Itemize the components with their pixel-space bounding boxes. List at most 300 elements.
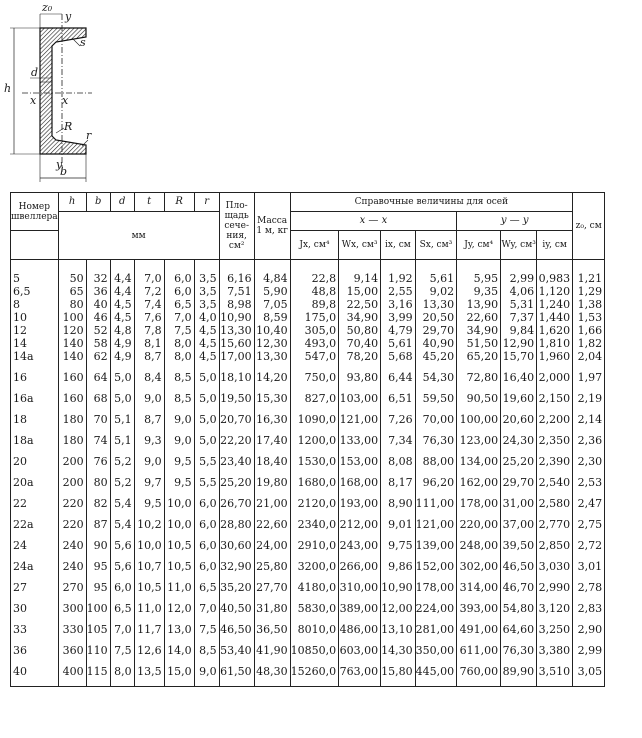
label-r: r (86, 129, 92, 142)
table-cell: 3,05 (573, 665, 605, 687)
table-cell: 7,4 (134, 298, 164, 311)
cell-number: 16 (11, 371, 59, 392)
cell-number: 14a (11, 350, 59, 371)
table-cell: 270 (58, 581, 86, 602)
table-cell: 10,0 (164, 518, 194, 539)
table-cell: 89,8 (290, 298, 339, 311)
table-cell: 46 (86, 311, 110, 324)
label-d: d (31, 66, 39, 79)
table-cell: 64,60 (501, 623, 537, 644)
table-cell: 16,40 (501, 371, 537, 392)
table-cell: 8,7 (134, 350, 164, 371)
table-cell: 82 (86, 497, 110, 518)
table-cell: 16,30 (254, 413, 290, 434)
table-cell: 8,0 (164, 337, 194, 350)
table-cell: 111,00 (415, 497, 457, 518)
table-cell: 65 (58, 285, 86, 298)
table-cell: 400 (58, 665, 86, 687)
table-cell: 180 (58, 413, 86, 434)
table-cell: 2,150 (537, 392, 573, 413)
table-cell: 15,0 (164, 665, 194, 687)
cell-number: 8 (11, 298, 59, 311)
table-cell: 5,6 (110, 539, 134, 560)
table-cell: 5,0 (194, 413, 219, 434)
label-h: h (4, 82, 12, 95)
channel-section-diagram (0, 0, 120, 186)
table-cell: 5,1 (110, 434, 134, 455)
table-cell: 8,5 (164, 392, 194, 413)
table-cell: 1,29 (573, 285, 605, 298)
table-cell: 4,4 (110, 272, 134, 285)
table-cell: 103,00 (339, 392, 381, 413)
label-z0: z₀ (42, 1, 53, 14)
table-cell: 15,80 (381, 665, 416, 687)
table-cell: 80 (86, 476, 110, 497)
table-cell: 70 (86, 413, 110, 434)
table-cell: 32 (86, 272, 110, 285)
cell-number: 18 (11, 413, 59, 434)
table-cell: 13,30 (254, 350, 290, 371)
table-cell: 13,5 (134, 665, 164, 687)
table-cell: 7,0 (194, 602, 219, 623)
header-area: Пло-щадь сече-ния, см² (219, 193, 254, 260)
table-cell: 200 (58, 455, 86, 476)
label-b: b (60, 165, 68, 178)
spacer-cell (86, 260, 110, 273)
table-cell: 12,00 (381, 602, 416, 623)
table-cell: 121,00 (415, 518, 457, 539)
table-cell: 21,00 (254, 497, 290, 518)
table-cell: 46,50 (501, 560, 537, 581)
table-cell: 310,00 (339, 581, 381, 602)
table-cell: 70,40 (339, 337, 381, 350)
table-cell: 4,4 (110, 285, 134, 298)
table-cell: 20,60 (501, 413, 537, 434)
table-cell: 22,50 (339, 298, 381, 311)
table-row (11, 298, 605, 311)
spacer-cell (381, 260, 416, 273)
table-cell: 13,30 (415, 298, 457, 311)
table-cell: 305,0 (290, 324, 339, 337)
table-cell: 14,30 (381, 644, 416, 665)
table-cell: 8,08 (381, 455, 416, 476)
table-cell: 300 (58, 602, 86, 623)
table-cell: 90 (86, 539, 110, 560)
cell-number: 6,5 (11, 285, 59, 298)
table-cell: 50 (58, 272, 86, 285)
table-cell: 7,37 (501, 311, 537, 324)
table-cell: 17,00 (219, 350, 254, 371)
table-cell: 140 (58, 337, 86, 350)
table-cell: 6,0 (194, 560, 219, 581)
table-cell: 6,5 (194, 581, 219, 602)
table-row (11, 324, 605, 337)
table-cell: 8,1 (134, 337, 164, 350)
table-cell: 7,51 (219, 285, 254, 298)
table-cell: 6,0 (164, 272, 194, 285)
table-cell: 281,00 (415, 623, 457, 644)
table-cell: 9,0 (134, 392, 164, 413)
table-cell: 8,0 (164, 350, 194, 371)
table-cell: 330 (58, 623, 86, 644)
table-cell: 2,53 (573, 476, 605, 497)
table-cell: 1,38 (573, 298, 605, 311)
table-cell: 9,5 (164, 476, 194, 497)
header-r: r (194, 193, 219, 212)
table-cell: 24,30 (501, 434, 537, 455)
table-cell: 9,0 (194, 665, 219, 687)
table-cell: 74 (86, 434, 110, 455)
table-cell: 110 (86, 644, 110, 665)
header-d: d (110, 193, 134, 212)
table-cell: 59,50 (415, 392, 457, 413)
table-cell: 22,8 (290, 272, 339, 285)
table-cell: 7,26 (381, 413, 416, 434)
table-cell: 22,60 (254, 518, 290, 539)
table-cell: 1,92 (381, 272, 416, 285)
table-cell: 6,0 (194, 539, 219, 560)
table-cell: 547,0 (290, 350, 339, 371)
spacer-cell (194, 260, 219, 273)
table-cell: 45,20 (415, 350, 457, 371)
table-cell: 6,44 (381, 371, 416, 392)
channel-properties-table (10, 192, 605, 687)
table-cell: 88,00 (415, 455, 457, 476)
table-cell: 6,0 (194, 497, 219, 518)
table-cell: 827,0 (290, 392, 339, 413)
table-cell: 123,00 (457, 434, 501, 455)
table-cell: 34,90 (457, 324, 501, 337)
table-cell: 240 (58, 539, 86, 560)
table-cell: 7,5 (110, 644, 134, 665)
table-cell: 40 (86, 298, 110, 311)
table-cell: 168,00 (339, 476, 381, 497)
table-cell: 5,0 (110, 392, 134, 413)
header-Wx: Wx, см³ (339, 231, 381, 260)
header-iy: iy, см (537, 231, 573, 260)
table-cell: 20,50 (415, 311, 457, 324)
spacer-cell (58, 260, 86, 273)
table-cell: 1200,0 (290, 434, 339, 455)
table-cell: 10,90 (219, 311, 254, 324)
table-cell: 3,5 (194, 285, 219, 298)
spacer-cell (573, 260, 605, 273)
table-cell: 4,8 (110, 324, 134, 337)
table-cell: 3,120 (537, 602, 573, 623)
table-cell: 133,00 (339, 434, 381, 455)
table-cell: 1,21 (573, 272, 605, 285)
table-cell: 2,14 (573, 413, 605, 434)
table-cell: 314,00 (457, 581, 501, 602)
table-cell: 12,30 (254, 337, 290, 350)
table-cell: 139,00 (415, 539, 457, 560)
table-cell: 8,5 (194, 644, 219, 665)
header-b: b (86, 193, 110, 212)
table-cell: 76,30 (501, 644, 537, 665)
table-cell: 243,00 (339, 539, 381, 560)
table-cell: 760,00 (457, 665, 501, 687)
table-cell: 360 (58, 644, 86, 665)
table-cell: 6,5 (164, 298, 194, 311)
table-cell: 95 (86, 581, 110, 602)
table-cell: 302,00 (457, 560, 501, 581)
spacer-cell (11, 260, 59, 273)
table-cell: 10,40 (254, 324, 290, 337)
table-cell: 58 (86, 337, 110, 350)
table-cell: 2,350 (537, 434, 573, 455)
table-cell: 220,00 (457, 518, 501, 539)
table-cell: 10850,0 (290, 644, 339, 665)
table-cell: 445,00 (415, 665, 457, 687)
table-cell: 2,04 (573, 350, 605, 371)
table-cell: 7,0 (164, 311, 194, 324)
table-cell: 5,31 (501, 298, 537, 311)
table-cell: 15,70 (501, 350, 537, 371)
table-cell: 2,55 (381, 285, 416, 298)
table-cell: 12,90 (501, 337, 537, 350)
table-cell: 19,60 (501, 392, 537, 413)
table-cell: 2,850 (537, 539, 573, 560)
table-cell: 51,50 (457, 337, 501, 350)
table-cell: 3,01 (573, 560, 605, 581)
table-cell: 5,95 (457, 272, 501, 285)
table-cell: 3,99 (381, 311, 416, 324)
table-cell: 40,50 (219, 602, 254, 623)
table-row (11, 623, 605, 644)
table-cell: 46,70 (501, 581, 537, 602)
table-cell: 162,00 (457, 476, 501, 497)
table-cell: 2,390 (537, 455, 573, 476)
table-cell: 8,7 (134, 413, 164, 434)
table-cell: 12,6 (134, 644, 164, 665)
cell-number: 22a (11, 518, 59, 539)
table-cell: 2,770 (537, 518, 573, 539)
table-cell: 93,80 (339, 371, 381, 392)
table-row (11, 581, 605, 602)
table-cell: 61,50 (219, 665, 254, 687)
spacer-cell (219, 260, 254, 273)
table-cell: 65,20 (457, 350, 501, 371)
header-axis-x: x — x (290, 212, 457, 231)
table-cell: 3,030 (537, 560, 573, 581)
table-cell: 5,4 (110, 518, 134, 539)
table-cell: 48,8 (290, 285, 339, 298)
table-cell: 1,960 (537, 350, 573, 371)
table-cell: 7,2 (134, 285, 164, 298)
table-cell: 6,0 (194, 518, 219, 539)
table-cell: 25,20 (219, 476, 254, 497)
spacer-cell (290, 260, 339, 273)
spacer-cell (415, 260, 457, 273)
table-cell: 54,30 (415, 371, 457, 392)
table-cell: 1,82 (573, 337, 605, 350)
spacer-cell (537, 260, 573, 273)
table-cell: 2120,0 (290, 497, 339, 518)
table-cell: 4,79 (381, 324, 416, 337)
table-cell: 22,60 (457, 311, 501, 324)
table-cell: 25,80 (254, 560, 290, 581)
table-cell: 14,20 (254, 371, 290, 392)
table-cell: 89,90 (501, 665, 537, 687)
table-row (11, 455, 605, 476)
table-cell: 18,40 (254, 455, 290, 476)
table-cell: 5,0 (110, 371, 134, 392)
table-cell: 3200,0 (290, 560, 339, 581)
spacer-cell (339, 260, 381, 273)
table-cell: 34,90 (339, 311, 381, 324)
table-cell: 10,2 (134, 518, 164, 539)
cell-number: 12 (11, 324, 59, 337)
table-cell: 2,580 (537, 497, 573, 518)
table-row (11, 602, 605, 623)
table-cell: 5,68 (381, 350, 416, 371)
table-cell: 493,0 (290, 337, 339, 350)
table-cell: 5,5 (194, 455, 219, 476)
header-unit-mm: мм (58, 212, 219, 260)
table-cell: 5,0 (194, 371, 219, 392)
table-row (11, 392, 605, 413)
table-cell: 4,5 (194, 324, 219, 337)
table-cell: 763,00 (339, 665, 381, 687)
table-row (11, 272, 605, 285)
cell-number: 5 (11, 272, 59, 285)
table-cell: 3,5 (194, 272, 219, 285)
table-cell: 13,90 (457, 298, 501, 311)
table-cell: 2910,0 (290, 539, 339, 560)
table-cell: 160 (58, 371, 86, 392)
table-cell: 8,59 (254, 311, 290, 324)
table-cell: 11,0 (134, 602, 164, 623)
table-cell: 9,3 (134, 434, 164, 455)
table-cell: 13,30 (219, 324, 254, 337)
cell-number: 22 (11, 497, 59, 518)
table-cell: 15,60 (219, 337, 254, 350)
table-cell: 18,10 (219, 371, 254, 392)
table-row (11, 434, 605, 455)
table-cell: 2,30 (573, 455, 605, 476)
header-axis-y: y — y (457, 212, 573, 231)
table-cell: 3,510 (537, 665, 573, 687)
table-cell: 35,20 (219, 581, 254, 602)
table-cell: 96,20 (415, 476, 457, 497)
table-row (11, 476, 605, 497)
table-cell: 87 (86, 518, 110, 539)
table-cell: 8,4 (134, 371, 164, 392)
table-cell: 175,0 (290, 311, 339, 324)
table-cell: 100,00 (457, 413, 501, 434)
table-cell: 220 (58, 518, 86, 539)
table-cell: 9,5 (134, 497, 164, 518)
cell-number: 18a (11, 434, 59, 455)
table-cell: 3,5 (194, 298, 219, 311)
table-cell: 7,8 (134, 324, 164, 337)
table-cell: 491,00 (457, 623, 501, 644)
table-cell: 1530,0 (290, 455, 339, 476)
table-row (11, 311, 605, 324)
table-cell: 105 (86, 623, 110, 644)
header-ix: ix, см (381, 231, 416, 260)
header-t: t (134, 193, 164, 212)
table-cell: 393,00 (457, 602, 501, 623)
table-cell: 10,5 (134, 581, 164, 602)
table-row (11, 413, 605, 434)
table-cell: 350,00 (415, 644, 457, 665)
table-cell: 134,00 (457, 455, 501, 476)
table-cell: 90,50 (457, 392, 501, 413)
table-cell: 76,30 (415, 434, 457, 455)
table-cell: 12,0 (164, 602, 194, 623)
table-cell: 5,1 (110, 413, 134, 434)
table-cell: 7,05 (254, 298, 290, 311)
table-cell: 31,80 (254, 602, 290, 623)
table-row (11, 350, 605, 371)
table-cell: 7,0 (110, 623, 134, 644)
table-cell: 389,00 (339, 602, 381, 623)
label-R: R (64, 120, 73, 133)
table-cell: 2,75 (573, 518, 605, 539)
table-row (11, 371, 605, 392)
table-cell: 2,200 (537, 413, 573, 434)
table-cell: 78,20 (339, 350, 381, 371)
table-cell: 5,2 (110, 476, 134, 497)
table-cell: 3,16 (381, 298, 416, 311)
table-cell: 5,0 (194, 392, 219, 413)
table-cell: 100 (86, 602, 110, 623)
table-cell: 9,0 (164, 413, 194, 434)
table-cell: 10,0 (164, 497, 194, 518)
header-h: h (58, 193, 86, 212)
table-cell: 750,0 (290, 371, 339, 392)
table-cell: 611,00 (457, 644, 501, 665)
label-x-right: x (62, 94, 69, 107)
table-row (11, 539, 605, 560)
table-cell: 2,72 (573, 539, 605, 560)
table-cell: 2340,0 (290, 518, 339, 539)
table-cell: 36 (86, 285, 110, 298)
spacer-cell (164, 260, 194, 273)
table-cell: 29,70 (415, 324, 457, 337)
table-cell: 10,5 (164, 560, 194, 581)
table-cell: 48,30 (254, 665, 290, 687)
label-s: s (80, 36, 86, 49)
table-cell: 64 (86, 371, 110, 392)
table-cell: 2,000 (537, 371, 573, 392)
table-cell: 20,70 (219, 413, 254, 434)
table-cell: 15260,0 (290, 665, 339, 687)
table-cell: 1,97 (573, 371, 605, 392)
table-cell: 70,00 (415, 413, 457, 434)
table-cell: 5,0 (194, 434, 219, 455)
table-cell: 1680,0 (290, 476, 339, 497)
table-row (11, 497, 605, 518)
table-cell: 15,30 (254, 392, 290, 413)
table-cell: 1,240 (537, 298, 573, 311)
table-cell: 30,60 (219, 539, 254, 560)
table-cell: 25,20 (501, 455, 537, 476)
header-Jy: Jy, см⁴ (457, 231, 501, 260)
table-cell: 4,84 (254, 272, 290, 285)
cell-number: 24 (11, 539, 59, 560)
table-cell: 26,70 (219, 497, 254, 518)
table-cell: 5,61 (381, 337, 416, 350)
table-cell: 9,01 (381, 518, 416, 539)
table-cell: 4,5 (194, 337, 219, 350)
table-cell: 4,5 (194, 350, 219, 371)
header-R: R (164, 193, 194, 212)
header-z0: z₀, см (573, 193, 605, 260)
table-cell: 1,120 (537, 285, 573, 298)
table-cell: 4,5 (110, 298, 134, 311)
